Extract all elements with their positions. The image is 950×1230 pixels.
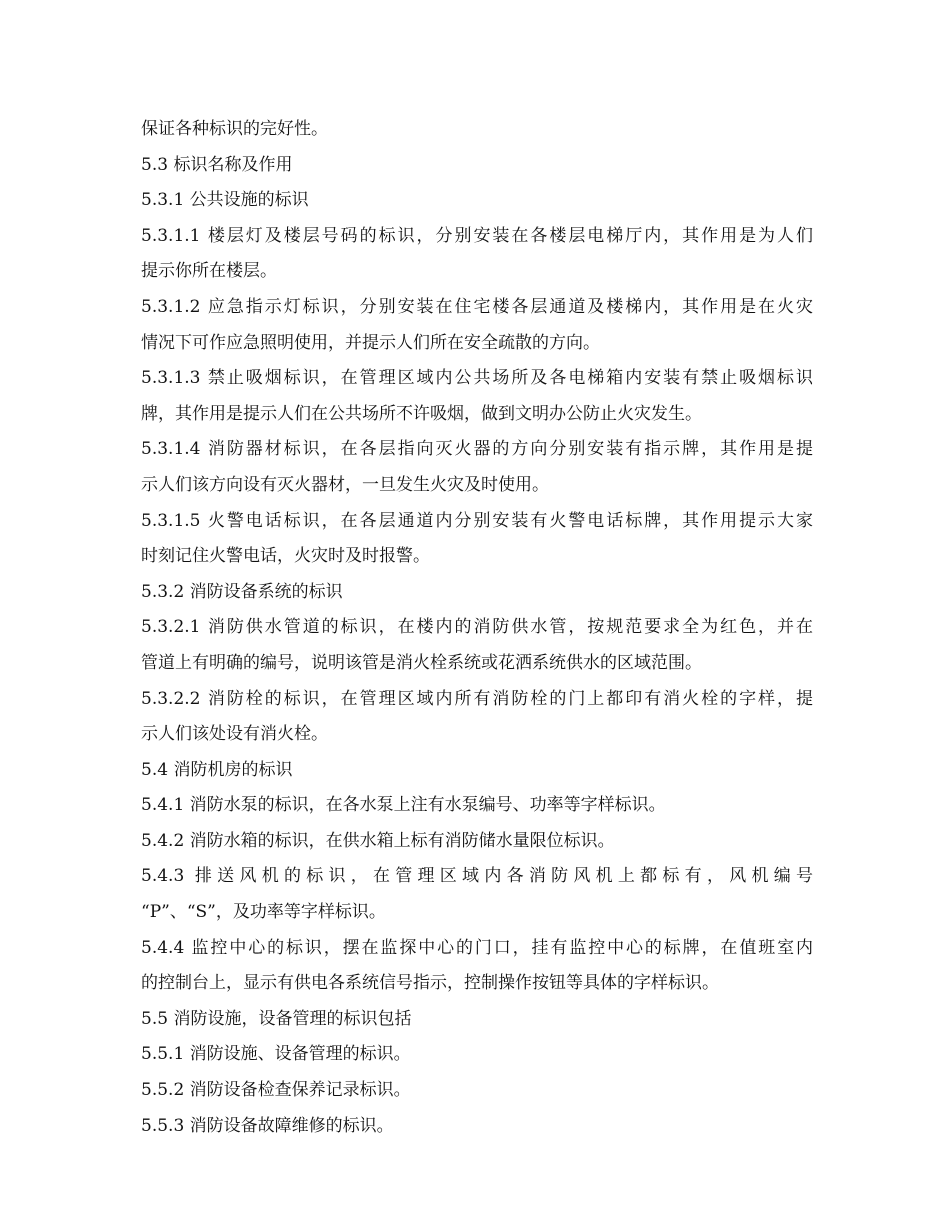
text-line: 牌，其作用是提示人们在公共场所不许吸烟，做到文明办公防止火灾发生。	[141, 403, 702, 424]
text-line: 保证各种标识的完好性。	[141, 119, 328, 139]
text-line: 5.4.3 排送风机的标识，在管理区域内各消防风机上都标有，风机编号	[141, 866, 813, 887]
text-line: “P”、“S”，及功率等字样标识。	[141, 902, 386, 923]
text-line: 5.3.1.5 火警电话标识，在各层通道内分别安装有火警电话标牌，其作用提示大家	[141, 510, 813, 531]
text-line: 5.5 消防设施，设备管理的标识包括	[141, 1008, 412, 1029]
text-line: 5.3.1.2 应急指示灯标识，分别安装在住宅楼各层通道及楼梯内，其作用是在火灾	[141, 296, 813, 317]
text-line: 时刻记住火警电话，火灾时及时报警。	[141, 546, 430, 567]
text-line: 5.3.2.1 消防供水管道的标识，在楼内的消防供水管，按规范要求全为红色，并在	[141, 617, 813, 638]
text-line: 5.4 消防机房的标识	[141, 759, 293, 780]
text-line: 5.4.2 消防水箱的标识，在供水箱上标有消防储水量限位标识。	[141, 830, 615, 851]
text-line: 5.3.1.1 楼层灯及楼层号码的标识，分别安装在各楼层电梯厅内，其作用是为人们	[141, 225, 813, 246]
text-line: 示人们该处设有消火栓。	[141, 724, 328, 745]
text-line: 5.3 标识名称及作用	[141, 154, 293, 175]
text-line: 5.5.2 消防设备检查保养记录标识。	[141, 1080, 411, 1101]
text-line: 提示你所在楼层。	[141, 261, 277, 282]
text-line: 5.3.1.3 禁止吸烟标识，在管理区域内公共场所及各电梯箱内安装有禁止吸烟标识	[141, 368, 813, 389]
text-line: 示人们该方向设有灭火器材，一旦发生火灾及时使用。	[141, 474, 549, 495]
text-line: 5.3.1 公共设施的标识	[141, 190, 309, 211]
text-line: 5.5.1 消防设施、设备管理的标识。	[141, 1044, 411, 1065]
document-body	[141, 112, 813, 1144]
text-line: 5.4.4 监控中心的标识，摆在监探中心的门口，挂有监控中心的标牌，在值班室内	[141, 937, 813, 958]
text-line: 5.5.3 消防设备故障维修的标识。	[141, 1115, 394, 1136]
text-line: 管道上有明确的编号，说明该管是消火栓系统或花洒系统供水的区域范围。	[141, 652, 702, 673]
text-line: 的控制台上，显示有供电各系统信号指示，控制操作按钮等具体的字样标识。	[141, 973, 719, 994]
text-line: 情况下可作应急照明使用，并提示人们所在安全疏散的方向。	[141, 332, 600, 353]
text-line: 5.3.2.2 消防栓的标识，在管理区域内所有消防栓的门上都印有消火栓的字样，提	[141, 688, 813, 709]
text-line: 5.3.1.4 消防器材标识，在各层指向灭火器的方向分别安装有指示牌，其作用是提	[141, 439, 813, 460]
text-line: 5.4.1 消防水泵的标识，在各水泵上注有水泵编号、功率等字样标识。	[141, 795, 666, 816]
text-line: 5.3.2 消防设备系统的标识	[141, 581, 343, 602]
